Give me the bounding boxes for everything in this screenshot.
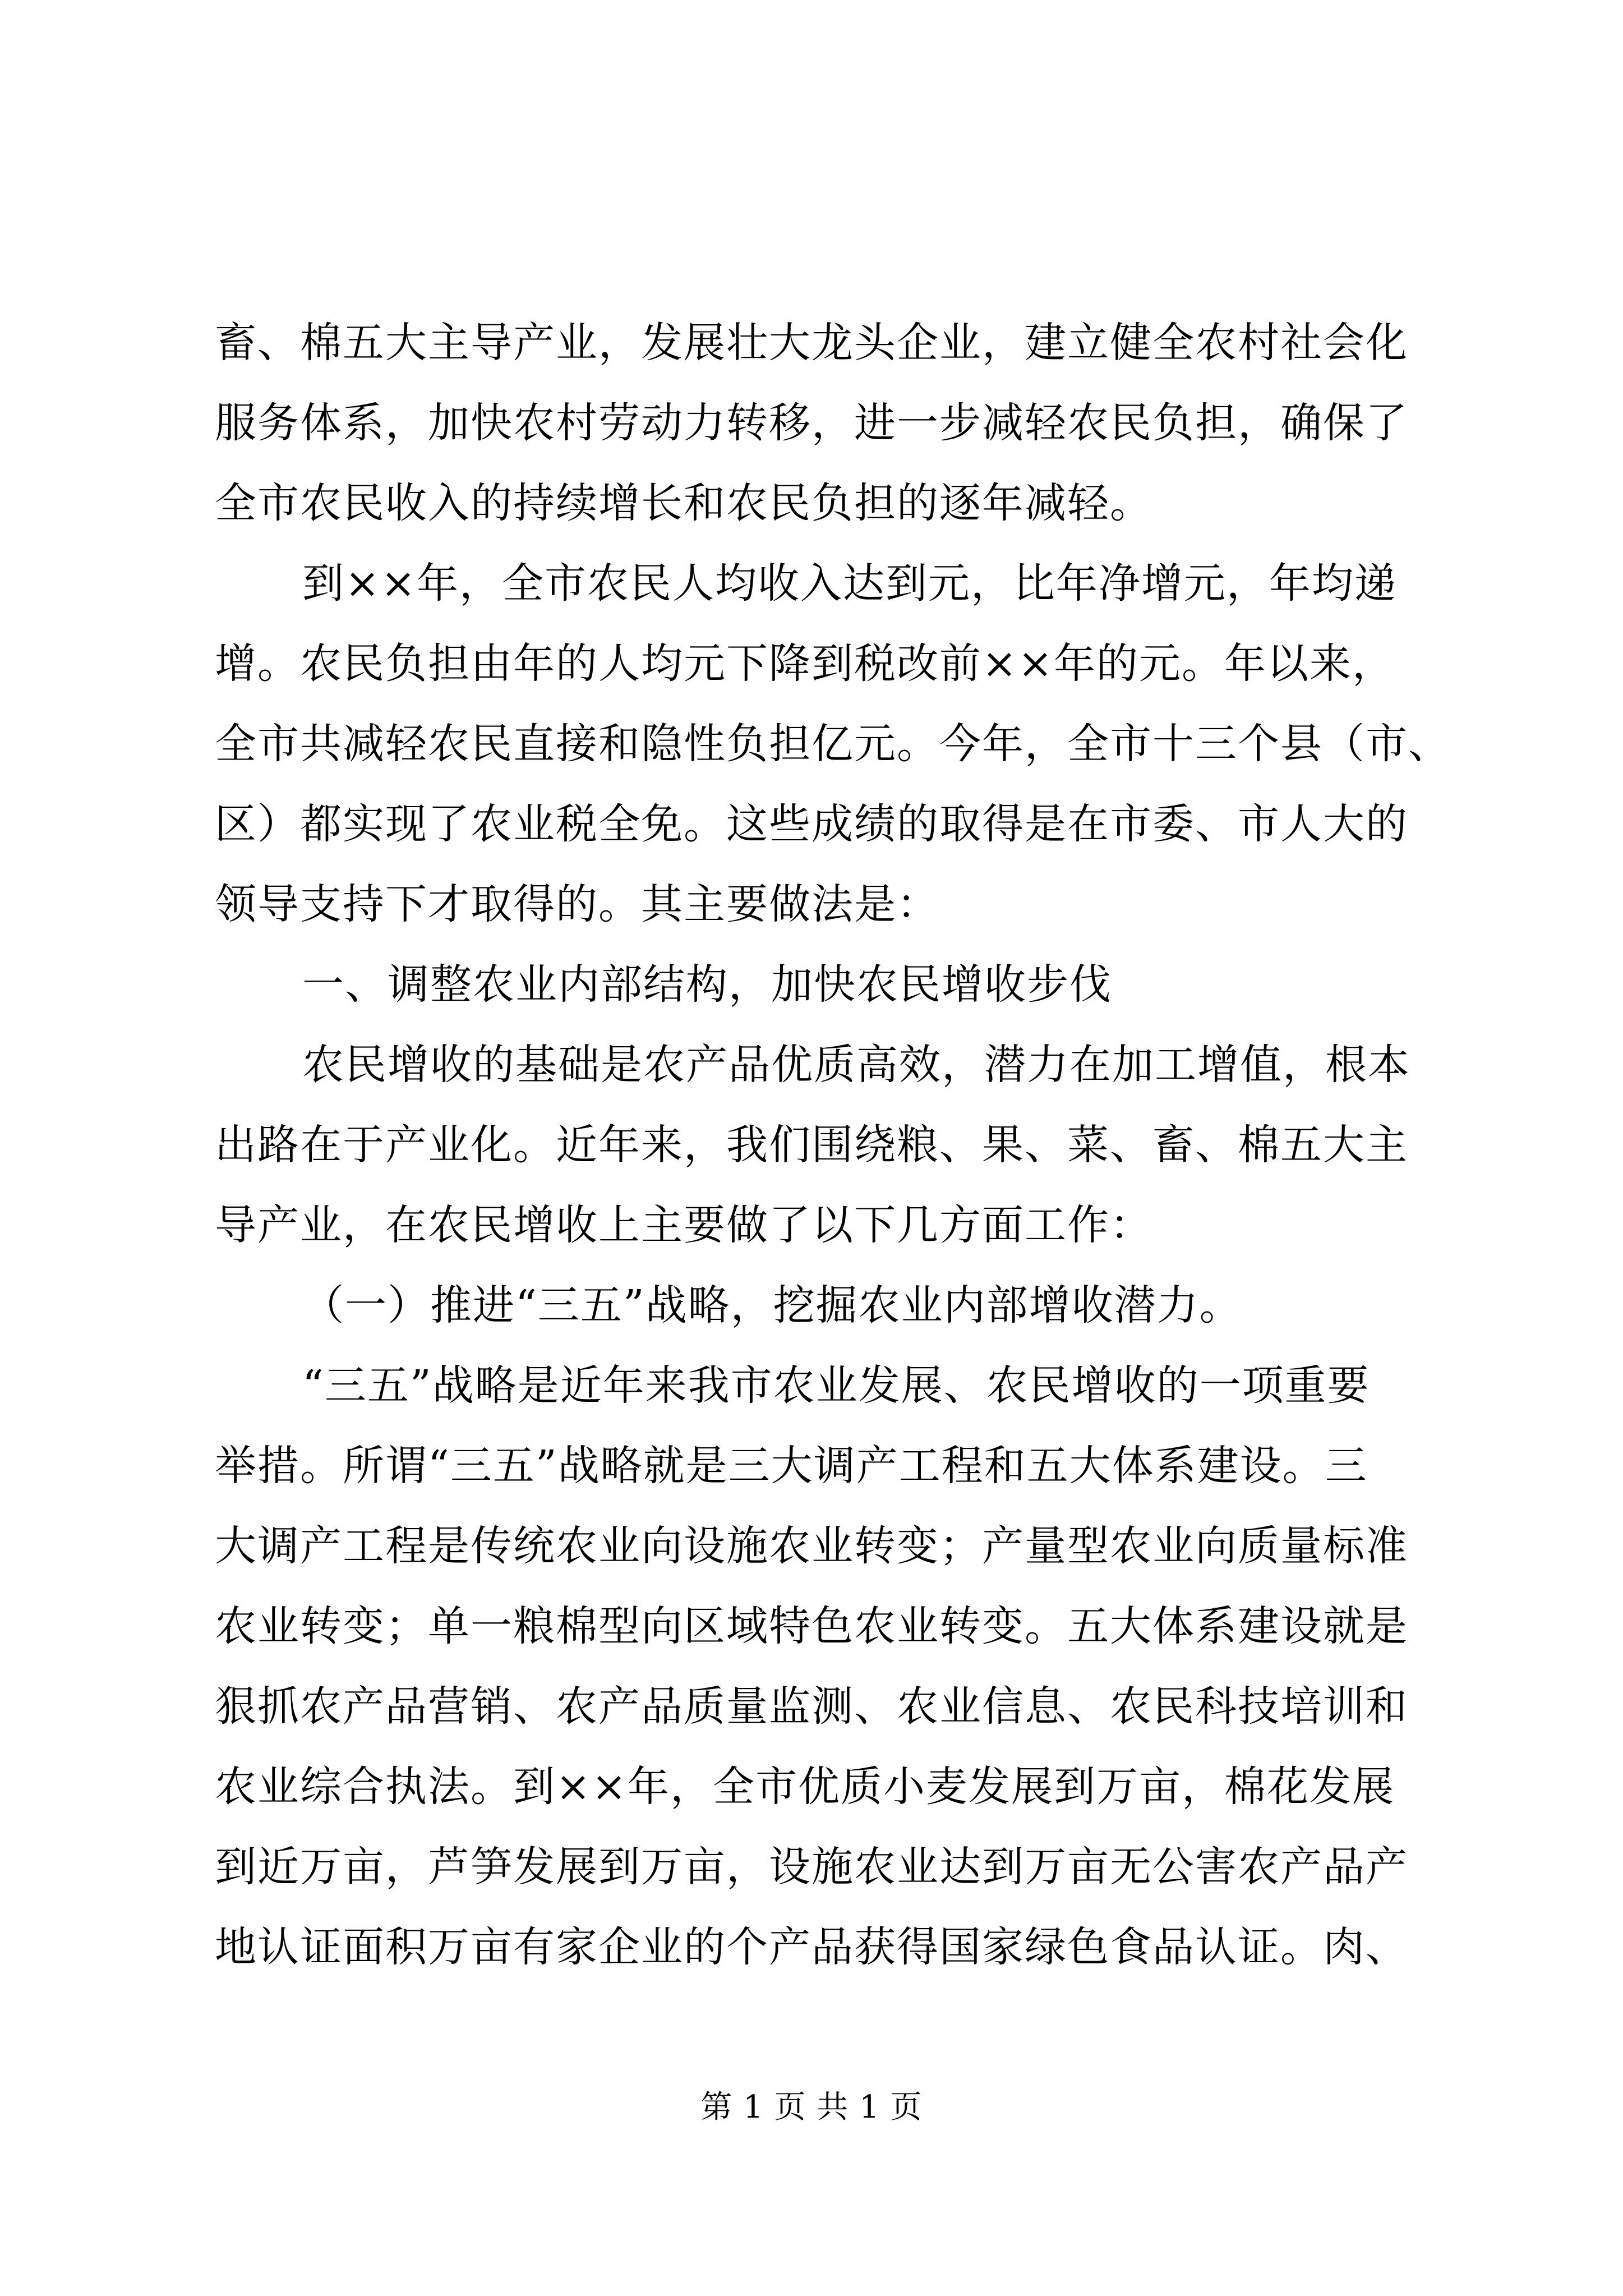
text-line-15: 举措。所谓“三五”战略就是三大调产工程和五大体系建设。三 [215, 1442, 1368, 1490]
subsection-heading-1: （一）推进“三五”战略，挖掘农业内部增收潜力。 [302, 1281, 1242, 1329]
text-line-1: 畜、棉五大主导产业，发展壮大龙头企业，建立健全农村社会化 [215, 319, 1408, 367]
text-line-11: 出路在于产业化。近年来，我们围绕粮、果、菜、畜、棉五大主 [215, 1121, 1408, 1169]
text-line-12: 导产业，在农民增收上主要做了以下几方面工作： [215, 1201, 1152, 1249]
text-line-4: 到××年，全市农民人均收入达到元，比年净增元，年均递 [302, 559, 1398, 608]
text-line-3: 全市农民收入的持续增长和农民负担的逐年减轻。 [215, 479, 1152, 527]
text-line-21: 地认证面积万亩有家企业的个产品获得国家绿色食品认证。肉、 [215, 1923, 1408, 1971]
text-line-16: 大调产工程是传统农业向设施农业转变；产量型农业向质量标准 [215, 1522, 1408, 1570]
text-line-19: 农业综合执法。到××年，全市优质小麦发展到万亩，棉花发展 [215, 1763, 1395, 1811]
text-line-2: 服务体系，加快农村劳动力转移，进一步减轻农民负担，确保了 [215, 399, 1408, 447]
document-body [215, 303, 1451, 1987]
text-line-5: 增。农民负担由年的人均元下降到税改前××年的元。年以来， [215, 639, 1395, 688]
text-line-10: 农民增收的基础是农产品优质高效，潜力在加工增值，根本 [302, 1041, 1410, 1089]
section-heading-1: 一、调整农业内部结构，加快农民增收步伐 [302, 960, 1112, 1009]
text-line-17: 农业转变；单一粮棉型向区域特色农业转变。五大体系建设就是 [215, 1602, 1408, 1650]
text-line-14: “三五”战略是近年来我市农业发展、农民增收的一项重要 [302, 1361, 1370, 1410]
page-footer [0, 2088, 1623, 2127]
page-number-label: 第 1 页 共 1 页 [700, 2089, 923, 2125]
text-line-20: 到近万亩，芦笋发展到万亩，设施农业达到万亩无公害农产品产 [215, 1843, 1408, 1891]
text-line-6: 全市共减轻农民直接和隐性负担亿元。今年，全市十三个县（市、 [215, 720, 1451, 768]
text-line-7: 区）都实现了农业税全免。这些成绩的取得是在市委、市人大的 [215, 800, 1408, 848]
text-line-8: 领导支持下才取得的。其主要做法是： [215, 880, 939, 928]
text-line-18: 狠抓农产品营销、农产品质量监测、农业信息、农民科技培训和 [215, 1682, 1408, 1731]
